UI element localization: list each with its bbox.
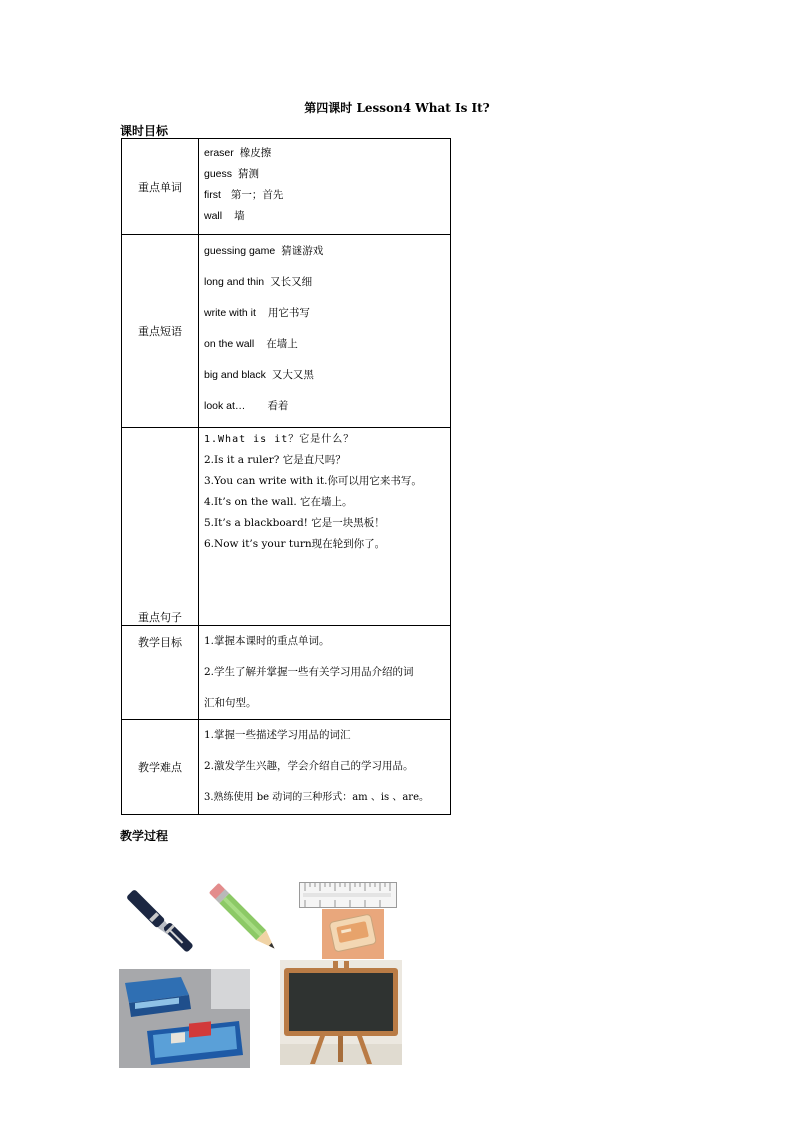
blackboard-image <box>280 960 402 1065</box>
sentences-cell <box>199 428 451 626</box>
pencil-image <box>205 880 290 962</box>
pencil-case-character <box>189 1021 211 1037</box>
phrase-item: on the wall 在墙上 <box>204 338 298 350</box>
row-label-sentences: 重点句子 <box>122 428 199 626</box>
pen-barrel <box>126 889 166 929</box>
sentence-item: 3.You can write with it.你可以用它来书写。 <box>204 475 422 487</box>
word-item: first 第一；首先 <box>204 189 284 201</box>
word-item: eraser 橡皮擦 <box>204 147 272 159</box>
table-row-difficulties <box>122 720 451 815</box>
blackboard-surface <box>289 973 393 1031</box>
row-label-goals: 教学目标 <box>122 626 199 720</box>
table-row-words <box>122 139 451 235</box>
phrase-item: big and black 又大又黑 <box>204 369 314 381</box>
sentence-item: 2.Is it a ruler? 它是直尺吗？ <box>204 454 346 466</box>
fountain-pen-image <box>117 880 197 960</box>
goal-item: 2.学生了解并掌握一些有关学习用品介绍的词 <box>204 666 414 678</box>
phrases-cell <box>199 235 451 428</box>
row-label-difficulties: 教学难点 <box>122 720 199 815</box>
lesson-table <box>121 138 451 815</box>
phrase-item: guessing game 猜谜游戏 <box>204 245 324 257</box>
table-row-phrases <box>122 235 451 428</box>
difficulty-item: 1.掌握一些描述学习用品的词汇 <box>204 729 351 741</box>
sentence-item: 5.It’s a blackboard! 它是一块黑板！ <box>204 517 385 529</box>
sentence-item: 1.What is it？它是什么？ <box>204 434 355 445</box>
process-heading: 教学过程 <box>120 829 169 843</box>
table-row-sentences <box>122 428 451 626</box>
goal-item: 汇和句型。 <box>204 697 257 709</box>
easel-leg-back <box>338 1036 343 1062</box>
word-item: guess 猜测 <box>204 168 260 180</box>
word-item: wall 墙 <box>204 210 245 222</box>
words-cell <box>199 139 451 235</box>
row-label-words: 重点单词 <box>122 139 199 235</box>
eraser-image <box>322 909 384 959</box>
objectives-heading: 课时目标 <box>120 124 169 138</box>
difficulty-item: 2.激发学生兴趣，学会介绍自己的学习用品。 <box>204 760 414 772</box>
pencil-case-image <box>119 969 250 1068</box>
ruler-image <box>299 882 397 908</box>
phrase-item: look at… 看着 <box>204 400 289 412</box>
phrase-item: long and thin 又长又细 <box>204 276 313 288</box>
difficulties-cell <box>199 720 451 815</box>
document-title: 第四课时 Lesson4 What Is It? <box>304 101 490 115</box>
difficulty-item: 3.熟练使用 be 动词的三种形式：am 、is 、are。 <box>204 792 430 803</box>
sentence-item: 6.Now it’s your turn现在轮到你了。 <box>204 538 386 550</box>
goal-item: 1.掌握本课时的重点单词。 <box>204 635 330 647</box>
phrase-item: write with it 用它书写 <box>204 307 310 319</box>
pencil-case-bg-light <box>211 969 250 1009</box>
pencil-case-character-2 <box>171 1032 185 1043</box>
table-row-goals <box>122 626 451 720</box>
goals-cell <box>199 626 451 720</box>
row-label-phrases: 重点短语 <box>122 235 199 428</box>
pencil-highlight <box>223 897 263 937</box>
sentence-item: 4.It’s on the wall. 它在墙上。 <box>204 496 353 508</box>
ruler-center-band <box>303 893 391 897</box>
